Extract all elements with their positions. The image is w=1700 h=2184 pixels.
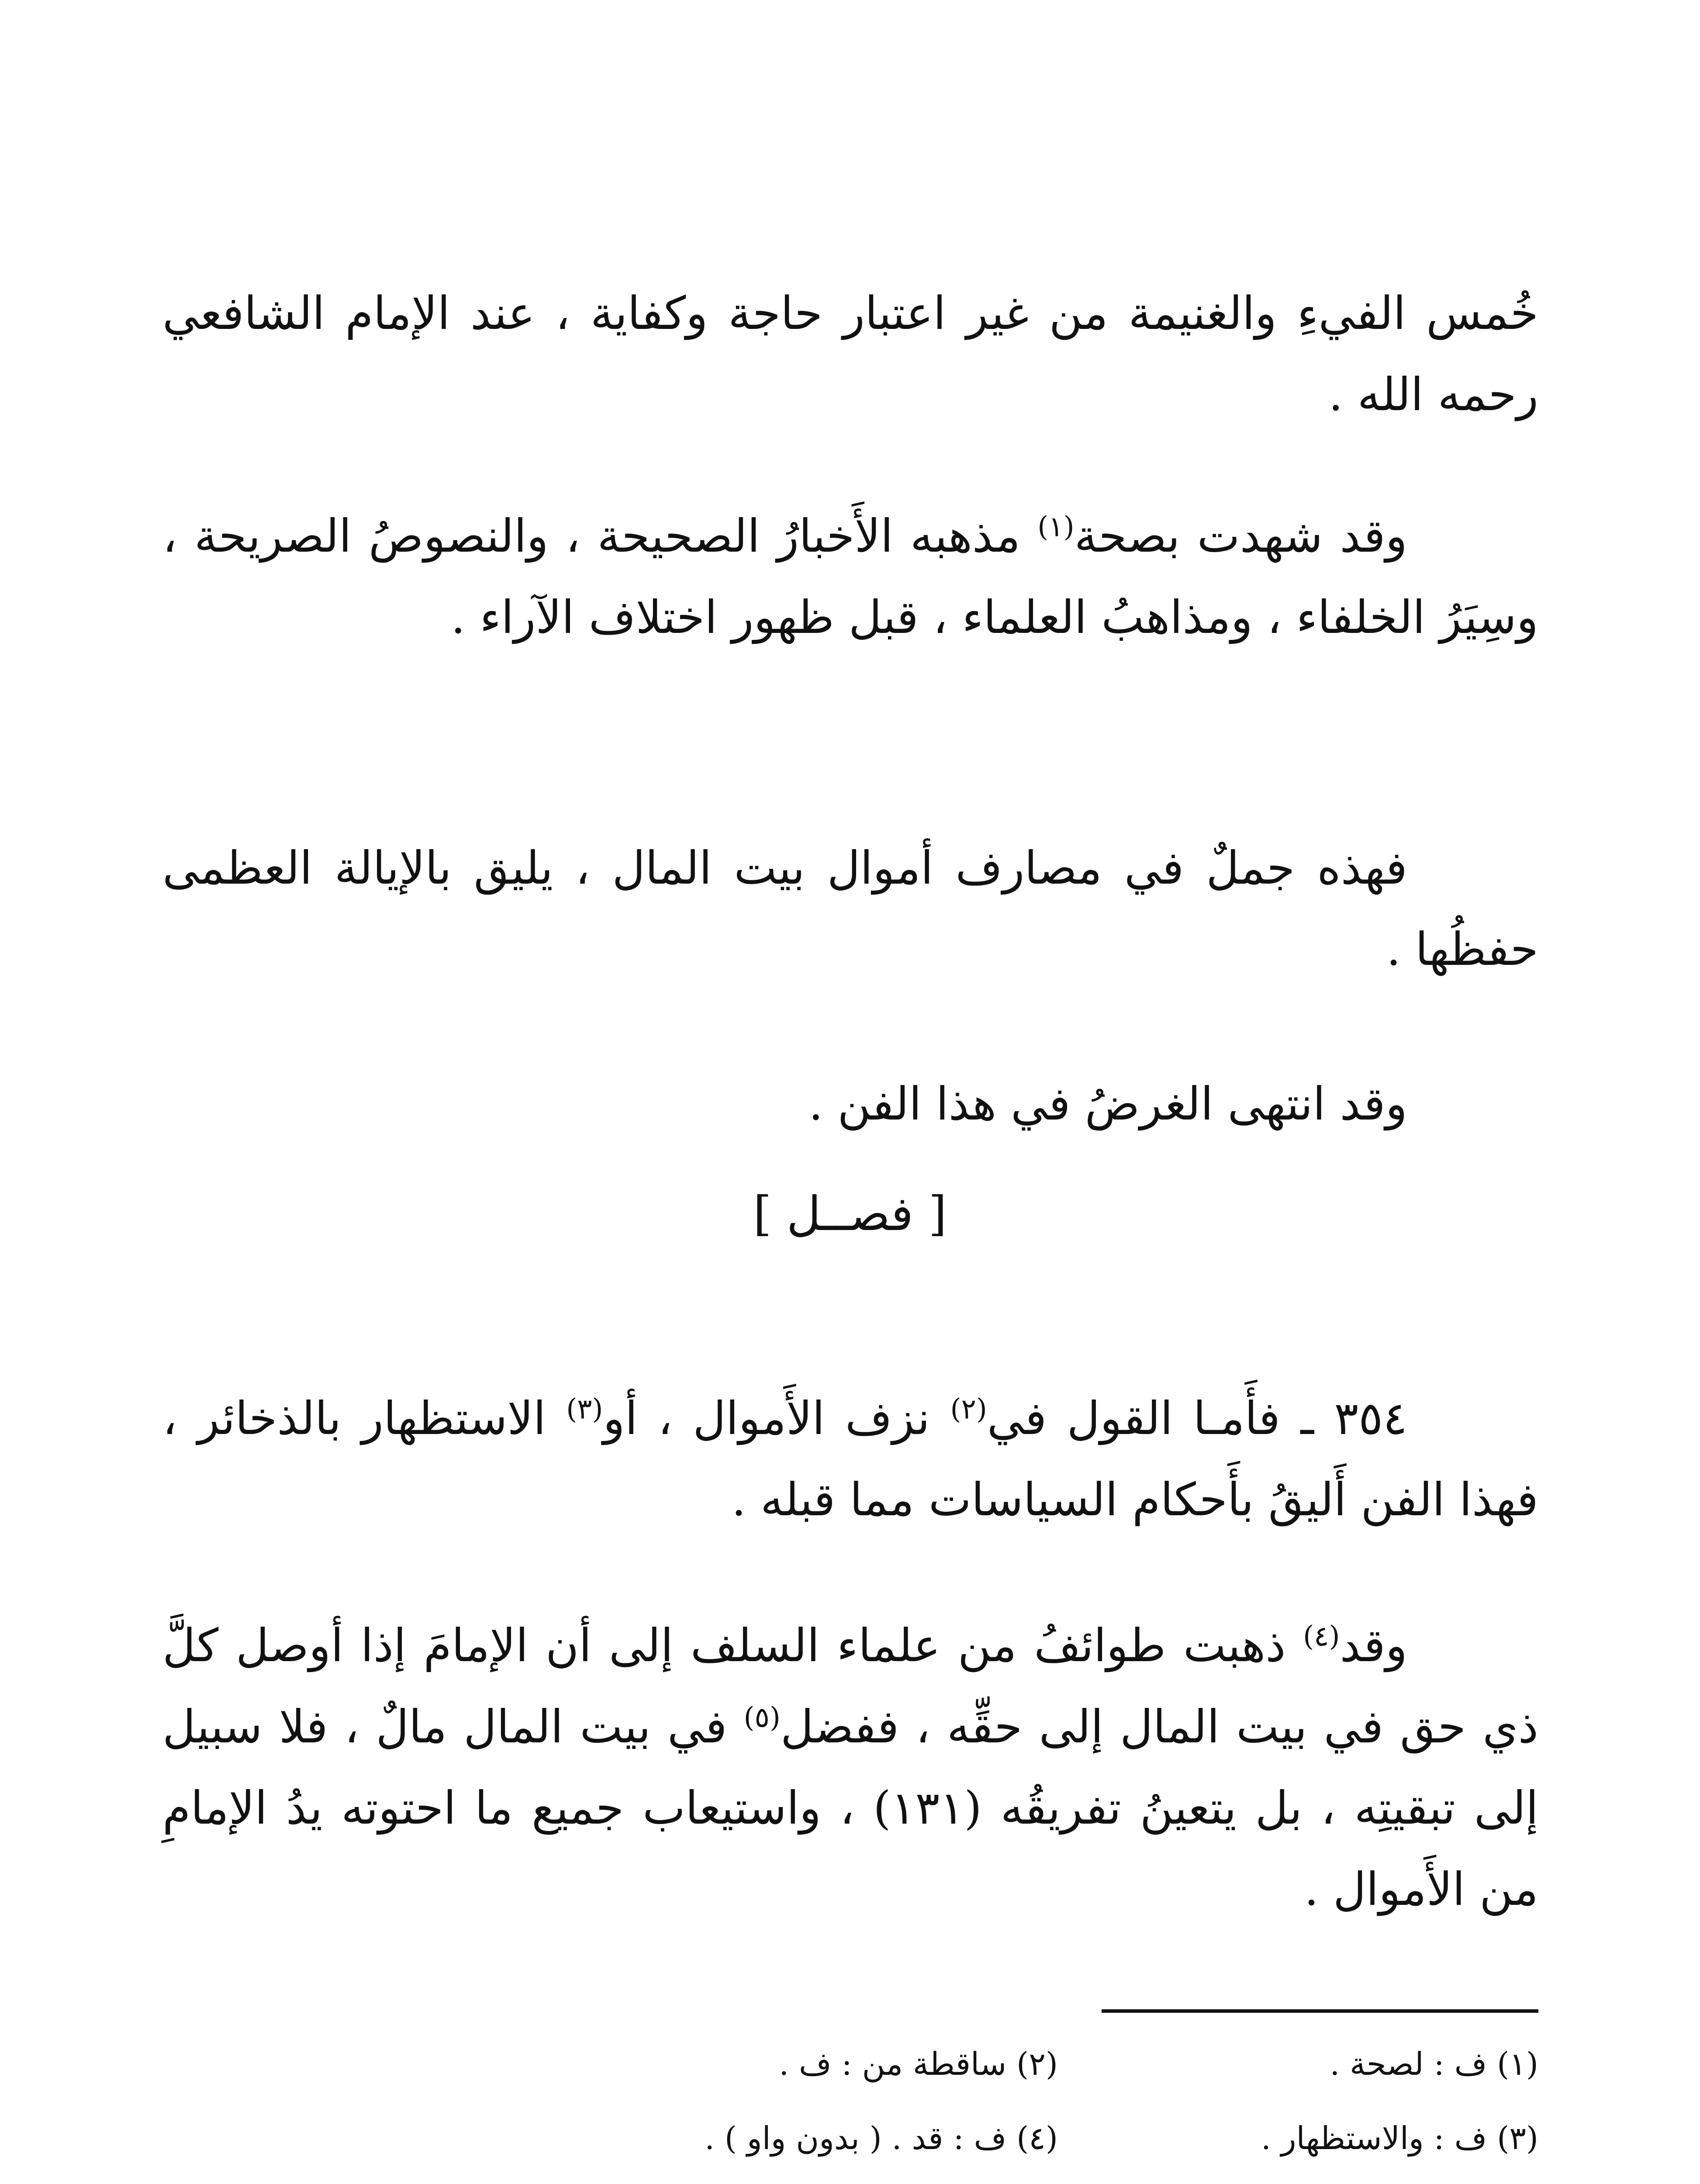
footnote-ref-5[interactable]: (٥)	[743, 1701, 781, 1734]
paragraph-numbered-354	[162, 1378, 1538, 1540]
footnotes-block	[162, 2027, 1538, 2184]
footnote-1: (١) ف : لصحة .	[1330, 2046, 1538, 2082]
footnote-row	[162, 2027, 1538, 2101]
footnote-ref-2[interactable]: (٢)	[950, 1393, 987, 1426]
paragraph-text: مذهبه الأَخبارُ الصحيحة ، والنصوصُ الصريحة ، وسِيَرُ الخلفاء ، ومذاهبُ العلماء ، قبل ظهور اختلاف الآراء .	[162, 509, 1538, 644]
footnote-5	[1058, 2175, 1538, 2184]
footnote-row	[162, 2101, 1538, 2175]
paragraph-text: الاستظهار بالذخائر ، فهذا الفن أَليقُ بأَحكام السياسات مما قبله .	[162, 1392, 1538, 1526]
paragraph-text: في بيت المال مالٌ ، فلا سبيل إلى تبقيتِه ، بل يتعينُ تفريقُه (١٣١) ، واستيعاب جميع ما احتوته يدُ الإمامِ من الأَموال .	[162, 1700, 1539, 1916]
section-heading: [ فصــل ]	[753, 1187, 947, 1241]
paragraph-text: ٣٥٤ ـ فأَمـا القول في	[987, 1392, 1407, 1445]
footnote-3: (٣) ف : والاستظهار .	[1261, 2120, 1538, 2156]
footnote-divider	[1102, 2009, 1538, 2013]
paragraph-continuation: خُمس الفيءِ والغنيمة من غير اعتبار حاجة وكفاية ، عند الإمام الشافعي رحمه الله .	[162, 287, 1538, 421]
footnote-ref-3[interactable]: (٣)	[566, 1393, 603, 1426]
paragraph-text: وقد	[1340, 1619, 1407, 1672]
paragraph-text: ذهبت طوائفُ من علماء السلف إلى أن الإمامَ إذا أوصل كلَّ ذي حق في بيت المال إلى حقِّه ، ففضل	[162, 1619, 1538, 1753]
paragraph-surplus	[162, 1605, 1538, 1930]
paragraph-text: وقد شهدت بصحة	[1074, 509, 1407, 563]
footnote-row	[162, 2175, 1538, 2184]
footnote-2: (٢) ساقطة من : ف .	[779, 2046, 1058, 2082]
paragraph-conclusion: وقد انتهى الغرضُ في هذا الفن .	[809, 1077, 1407, 1130]
paragraph-text: نزف الأَموال ، أو	[603, 1392, 950, 1445]
footnote-ref-1[interactable]: (١)	[1037, 511, 1075, 543]
footnote-4: (٤) ف : قد . ( بدون واو ) .	[705, 2120, 1058, 2156]
footnote-ref-4[interactable]: (٤)	[1303, 1620, 1340, 1653]
paragraph-evidence	[162, 495, 1538, 658]
paragraph-summary: فهذه جملٌ في مصارف أموال بيت المال ، يليق بالإيالة العظمى حفظُها .	[162, 841, 1538, 976]
